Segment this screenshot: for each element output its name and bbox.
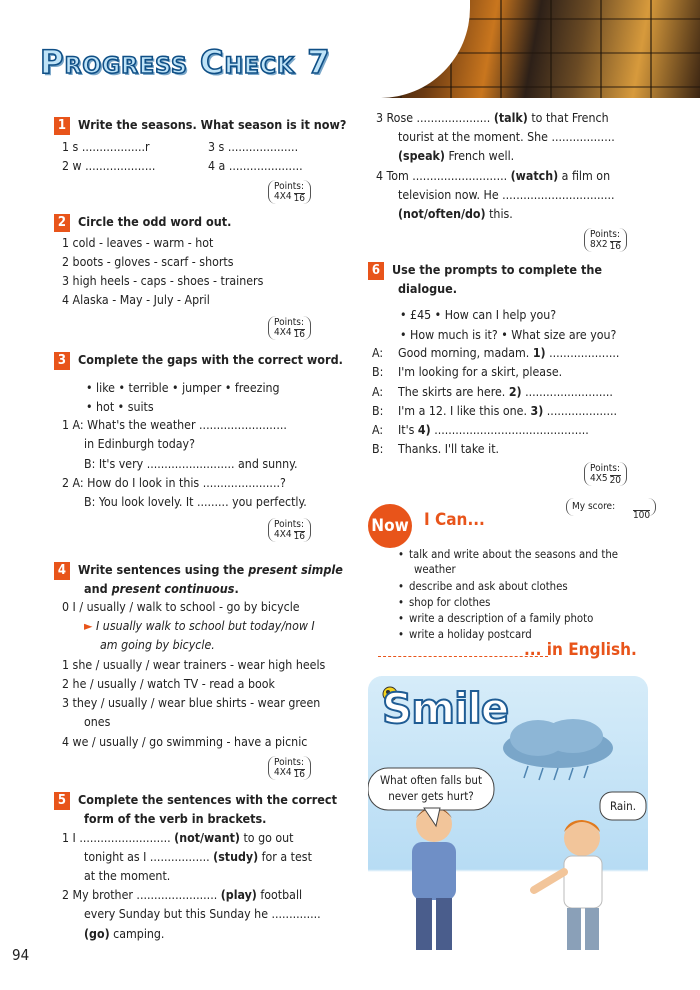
section-4-heading: 4 Write sentences using the present simple xyxy=(54,560,343,580)
section-5-heading: 5 Complete the sentences with the correct xyxy=(54,790,337,810)
joke-answer: Rain. xyxy=(610,799,636,813)
sentence-line: (not/often/do) this. xyxy=(398,207,513,221)
list-item: 3 high heels - caps - shoes - trainers xyxy=(62,274,264,288)
sentence-line: 3 Rose ..................... (talk) to that French xyxy=(376,111,609,125)
list-item: 2 A: How do I look in this ......................? xyxy=(62,476,286,490)
list-item: 3 they / usually / wear blue shirts - wear green xyxy=(62,696,321,710)
section-4-heading-cont: and present continuous. xyxy=(84,581,239,596)
sentence-line: (speak) French well. xyxy=(398,149,515,163)
list-item: 1 cold - leaves - warm - hot xyxy=(62,236,214,250)
now-badge: Now xyxy=(368,504,412,548)
sentence-line: every Sunday but this Sunday he .............. xyxy=(84,907,321,921)
dialogue-line: A: It's 4) ............................................ xyxy=(372,423,589,437)
points-box: Points: 4X4 16 xyxy=(268,180,311,204)
points-box: Points: 4X4 16 xyxy=(268,756,311,780)
example-item: 0 I / usually / walk to school - go by bicycle xyxy=(62,600,300,614)
sentence-line: television now. He ................................ xyxy=(398,188,615,202)
divider xyxy=(378,656,548,657)
word-box: • How much is it? • What size are you? xyxy=(400,328,617,342)
sentence-line: at the moment. xyxy=(84,869,171,883)
sentence-line: 1 I .......................... (not/want) to go out xyxy=(62,831,294,845)
sentence-line: tonight as I ................. (study) for a test xyxy=(84,850,312,864)
dialogue-line: A: Good morning, madam. 1) .................... xyxy=(372,346,620,360)
list-item: 1 s ..................r xyxy=(62,140,150,154)
list-item: • shop for clothes xyxy=(398,595,490,610)
list-item: weather xyxy=(414,563,456,576)
dialogue-line: B: I'm looking for a skirt, please. xyxy=(372,365,563,379)
word-box: • £45 • How can I help you? xyxy=(400,308,557,322)
smile-box xyxy=(368,676,648,952)
list-item: 1 she / usually / wear trainers - wear high heels xyxy=(62,658,326,672)
sentence-line: 2 My brother ....................... (play) football xyxy=(62,888,303,902)
dialogue-line: A: The skirts are here. 2) ......................... xyxy=(372,385,613,399)
section-6-heading-cont: dialogue. xyxy=(398,281,458,296)
list-item: 2 he / usually / watch TV - read a book xyxy=(62,677,275,691)
list-item: 4 we / usually / go swimming - have a picnic xyxy=(62,735,308,749)
list-item: 4 Alaska - May - July - April xyxy=(62,293,210,307)
word-box: • like • terrible • jumper • freezing xyxy=(86,381,280,395)
dialogue-line: B: Thanks. I'll take it. xyxy=(372,442,500,456)
list-item: B: You look lovely. It ......... you perfectly. xyxy=(84,495,307,509)
list-item: B: It's very ......................... and sunny. xyxy=(84,457,298,471)
list-item: • talk and write about the seasons and the xyxy=(398,547,618,562)
list-item: 2 boots - gloves - scarf - shorts xyxy=(62,255,234,269)
list-item: 4 a ..................... xyxy=(208,159,303,173)
sentence-line: (go) camping. xyxy=(84,927,165,941)
example-answer: ► I usually walk to school but today/now I xyxy=(84,619,315,633)
example-answer: am going by bicycle. xyxy=(100,638,215,652)
sentence-line: tourist at the moment. She .................. xyxy=(398,130,615,144)
page-number: 94 xyxy=(12,946,30,964)
list-item: • describe and ask about clothes xyxy=(398,579,568,594)
page-header xyxy=(0,0,700,98)
list-item: • write a description of a family photo xyxy=(398,611,593,626)
i-can-heading: I Can... xyxy=(424,510,485,530)
list-item: ones xyxy=(84,715,111,729)
word-box: • hot • suits xyxy=(86,400,154,414)
points-box: Points: 4X4 16 xyxy=(268,518,311,542)
sentence-line: 4 Tom ........................... (watch) a film on xyxy=(376,169,611,183)
list-item: 1 A: What's the weather ......................... xyxy=(62,418,287,432)
section-number: 1 xyxy=(54,117,70,135)
rain-cloud-icon xyxy=(503,719,613,780)
section-5-heading-cont: form of the verb in brackets. xyxy=(84,811,267,826)
joke-question: What often falls but never gets hurt? xyxy=(379,773,483,803)
dialogue-line: B: I'm a 12. I like this one. 3) .................... xyxy=(372,404,618,418)
points-box: Points: 4X4 16 xyxy=(268,316,311,340)
list-item: • write a holiday postcard xyxy=(398,627,532,642)
smile-title: Smile xyxy=(382,684,509,733)
section-6-heading: 6 Use the prompts to complete the xyxy=(368,260,602,280)
in-english-text: ... in English. xyxy=(524,640,637,660)
list-item: in Edinburgh today? xyxy=(84,437,195,451)
points-box: Points: 8X2 16 xyxy=(584,228,627,252)
section-3-heading: 3 Complete the gaps with the correct word. xyxy=(54,350,343,370)
list-item: 2 w .................... xyxy=(62,159,156,173)
list-item: 3 s .................... xyxy=(208,140,299,154)
page-title: Progress Check 7 xyxy=(40,43,331,81)
section-2-heading: 2 Circle the odd word out. xyxy=(54,212,231,232)
section-1-heading: 1 Write the seasons. What season is it now? xyxy=(54,115,346,135)
points-box: Points: 4X5 20 xyxy=(584,462,627,486)
my-score-box: My score: 100 xyxy=(566,498,656,516)
